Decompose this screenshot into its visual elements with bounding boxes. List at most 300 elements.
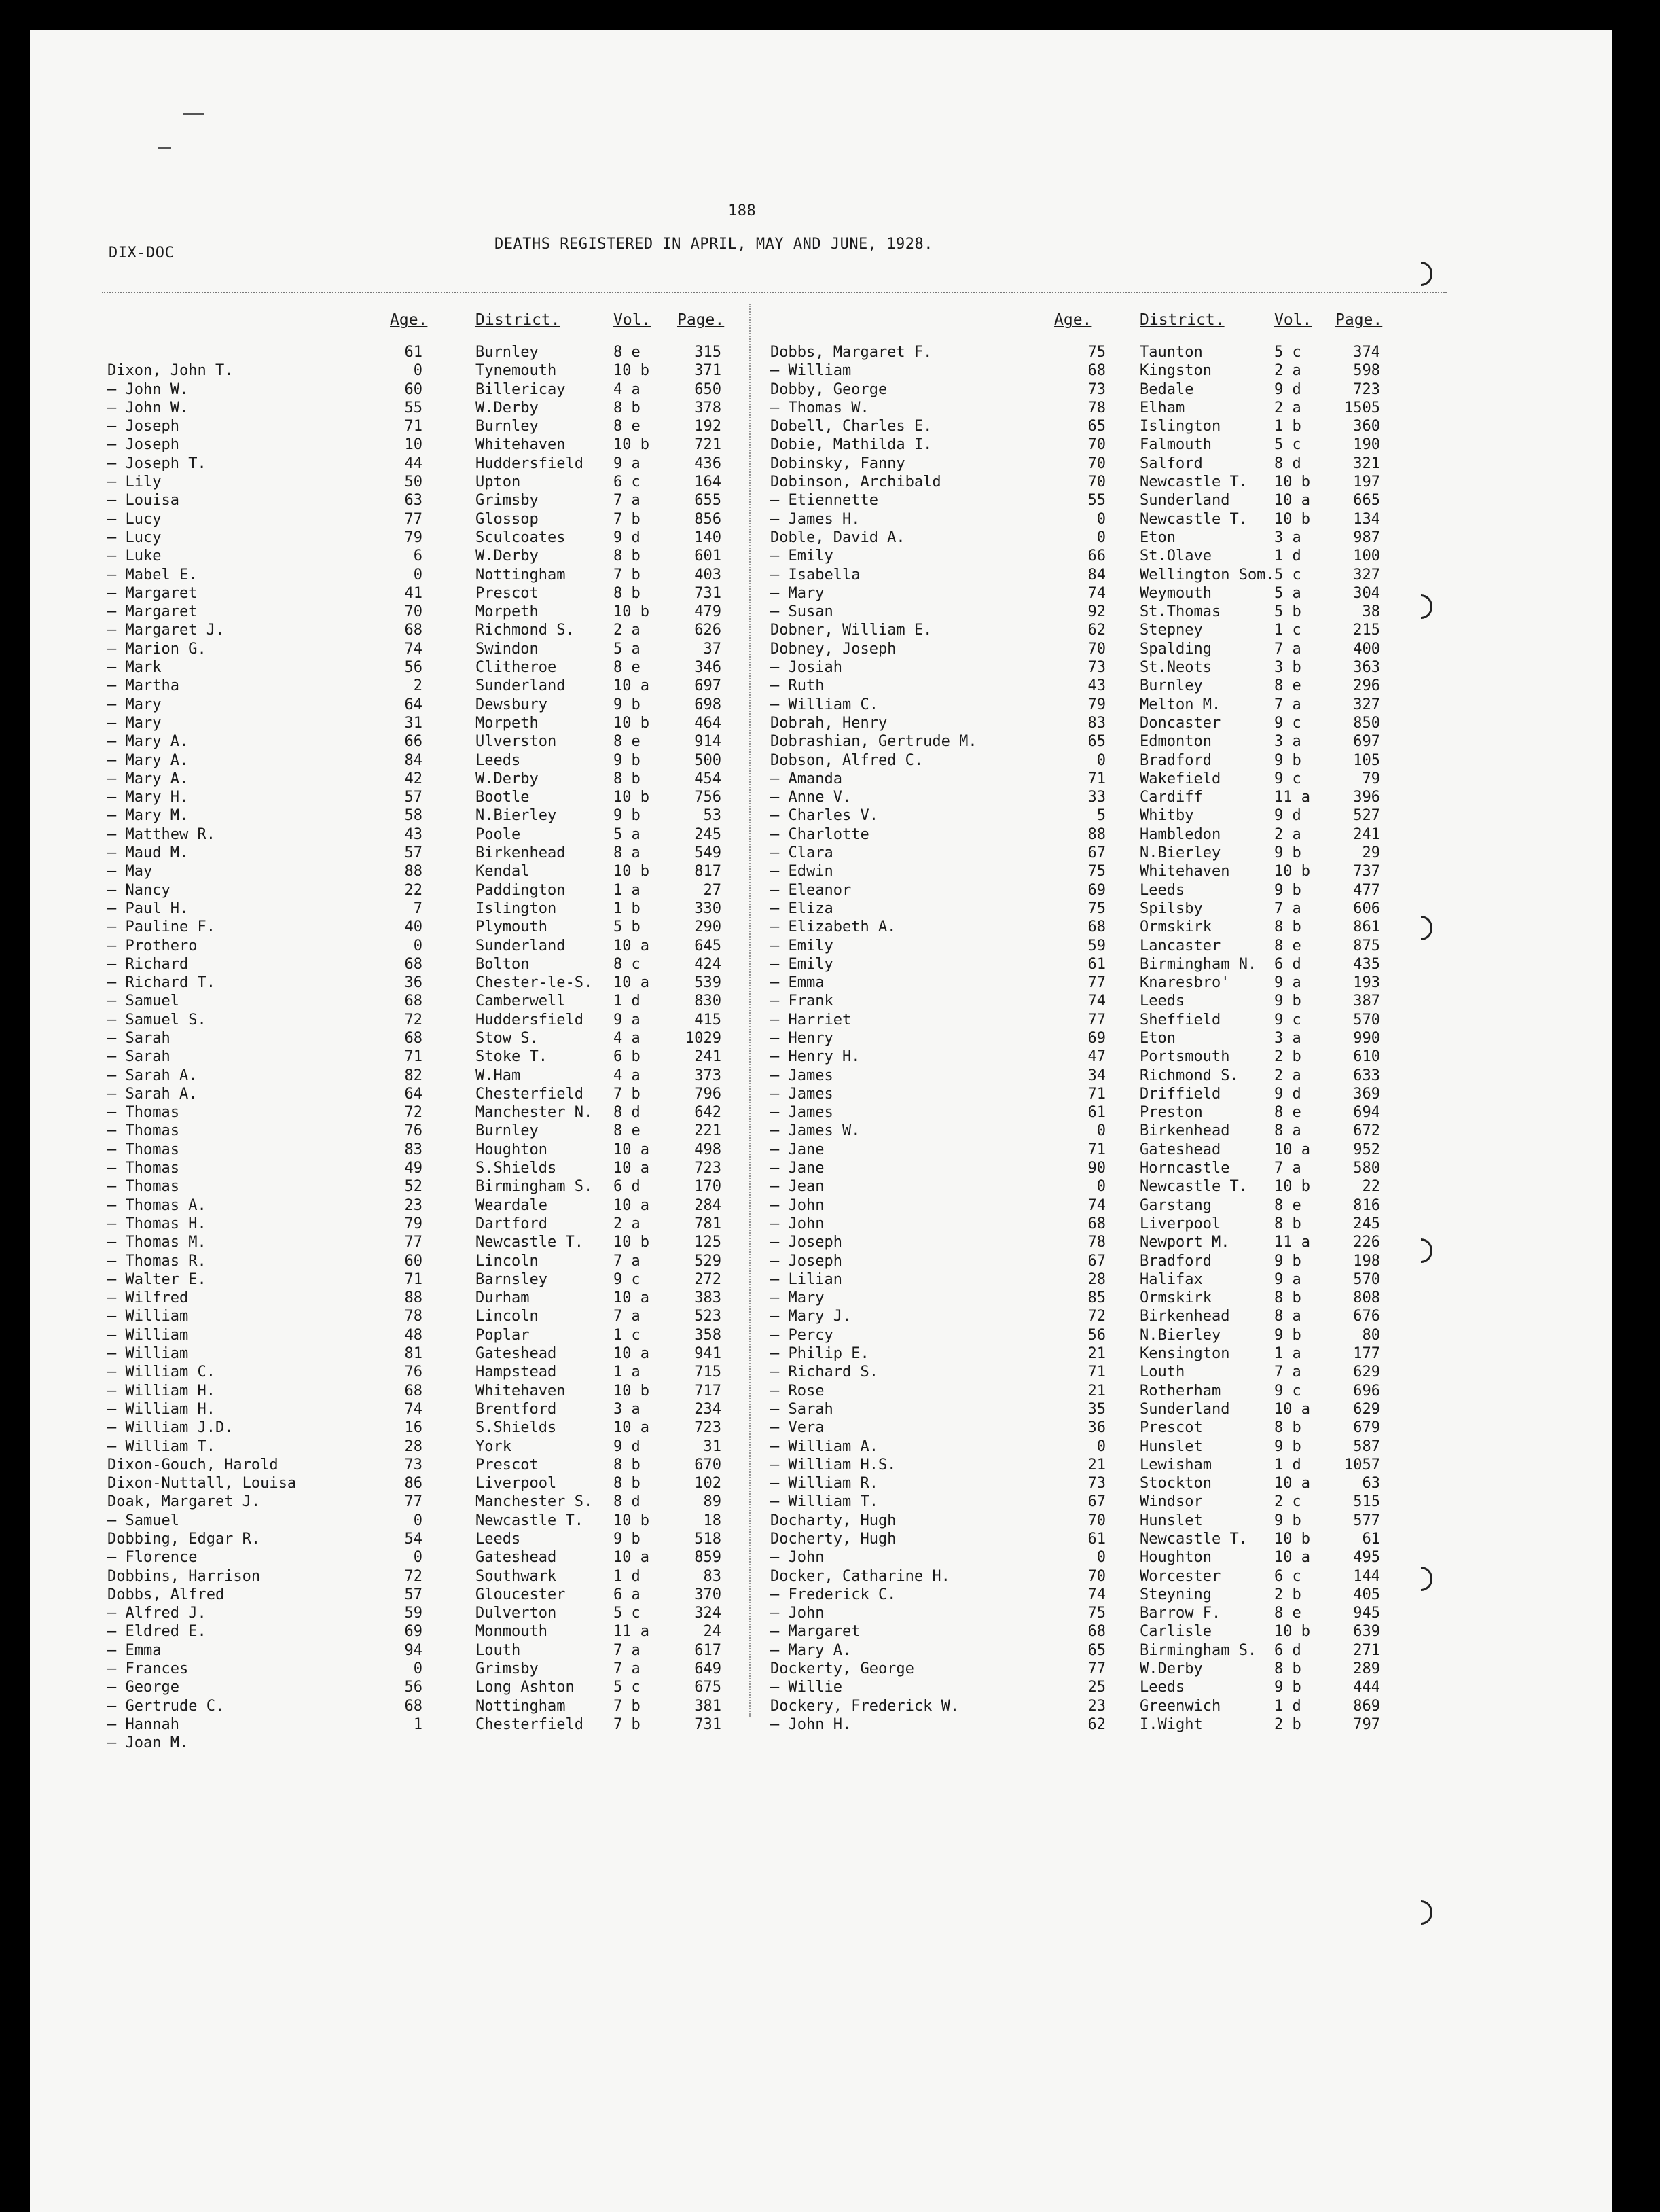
entry-name: — Richard bbox=[107, 955, 189, 973]
entry-district: Dulverton bbox=[475, 1605, 557, 1622]
entry-name: — Henry bbox=[770, 1029, 833, 1047]
entry-age: 68 bbox=[1087, 1623, 1106, 1641]
entry-age: 72 bbox=[404, 1567, 422, 1585]
entry-district: Sculcoates bbox=[475, 529, 566, 546]
entry-name: — Louisa bbox=[107, 492, 179, 510]
entry-age: 69 bbox=[1087, 1029, 1106, 1047]
entry-vol: 10 b bbox=[1274, 474, 1310, 491]
entry-name: — Mary A. bbox=[107, 733, 189, 751]
entry-vol: 10 b bbox=[613, 1512, 649, 1529]
entry-district: Burnley bbox=[1140, 677, 1203, 695]
entry-age: 69 bbox=[404, 1623, 422, 1641]
entry-district: Ormskirk bbox=[1140, 918, 1212, 936]
entry-page: 369 bbox=[1353, 1085, 1380, 1103]
entry-page: 424 bbox=[694, 955, 721, 973]
entry-vol: 8 b bbox=[1274, 1215, 1301, 1232]
page-number: 188 bbox=[728, 202, 757, 219]
entry-vol: 1 c bbox=[1274, 622, 1301, 639]
entry-page: 190 bbox=[1353, 436, 1380, 454]
entry-district: Poplar bbox=[475, 1326, 530, 1344]
entry-page: 360 bbox=[1353, 418, 1380, 435]
entry-district: Dewsbury bbox=[475, 696, 547, 713]
entry-name: — Joseph bbox=[770, 1252, 842, 1270]
entry-name: — Joseph T. bbox=[107, 454, 206, 472]
entry-page: 1029 bbox=[685, 1029, 721, 1047]
entry-vol: 11 a bbox=[1274, 789, 1310, 806]
entry-age: 67 bbox=[1087, 1493, 1106, 1511]
entry-page: 477 bbox=[1353, 881, 1380, 899]
entry-age: 7 bbox=[413, 899, 422, 917]
entry-name: — Mary bbox=[107, 696, 162, 713]
entry-vol: 6 b bbox=[613, 1048, 640, 1066]
entry-page: 296 bbox=[1353, 677, 1380, 695]
entry-district: Birkenhead bbox=[475, 844, 566, 862]
entry-name: Dobbs, Margaret F. bbox=[770, 344, 933, 361]
entry-vol: 7 a bbox=[1274, 899, 1301, 917]
entry-vol: 9 b bbox=[613, 807, 640, 825]
entry-name: — Eliza bbox=[770, 899, 833, 917]
entry-vol: 7 b bbox=[613, 510, 640, 528]
entry-district: Newcastle T. bbox=[475, 1234, 583, 1251]
entry-district: Melton M. bbox=[1140, 696, 1221, 713]
entry-name: — Nancy bbox=[107, 881, 170, 899]
entry-page: 617 bbox=[694, 1641, 721, 1659]
entry-age: 0 bbox=[413, 1660, 422, 1678]
entry-district: Elham bbox=[1140, 399, 1185, 416]
entry-age: 31 bbox=[404, 714, 422, 732]
entry-age: 66 bbox=[404, 733, 422, 751]
entry-page: 698 bbox=[694, 696, 721, 713]
entry-age: 21 bbox=[1087, 1382, 1106, 1399]
entry-district: Salford bbox=[1140, 454, 1203, 472]
entry-age: 56 bbox=[404, 659, 422, 677]
entry-age: 58 bbox=[404, 807, 422, 825]
entry-name: — Lucy bbox=[107, 529, 162, 546]
entry-age: 61 bbox=[1087, 955, 1106, 973]
entry-district: Paddington bbox=[475, 881, 566, 899]
entry-page: 731 bbox=[694, 584, 721, 602]
right-district-header: District. bbox=[1140, 311, 1225, 329]
entry-page: 696 bbox=[1353, 1382, 1380, 1399]
entry-page: 241 bbox=[1353, 825, 1380, 843]
entry-page: 723 bbox=[694, 1419, 721, 1437]
entry-vol: 1 b bbox=[1274, 418, 1301, 435]
entry-vol: 4 a bbox=[613, 1029, 640, 1047]
entry-page: 737 bbox=[1353, 863, 1380, 880]
entry-page: 539 bbox=[694, 974, 721, 992]
entry-name: — Josiah bbox=[770, 659, 842, 677]
entry-district: Sheffield bbox=[1140, 1011, 1221, 1029]
entry-vol: 10 a bbox=[613, 1160, 649, 1177]
entry-page: 403 bbox=[694, 566, 721, 584]
entry-age: 65 bbox=[1087, 1641, 1106, 1659]
entry-vol: 5 c bbox=[613, 1605, 640, 1622]
entry-district: Kendal bbox=[475, 863, 530, 880]
entry-page: 952 bbox=[1353, 1141, 1380, 1158]
entry-vol: 1 b bbox=[613, 899, 640, 917]
entry-vol: 1 d bbox=[1274, 1456, 1301, 1474]
entry-age: 68 bbox=[1087, 362, 1106, 380]
entry-district: Kingston bbox=[1140, 362, 1212, 380]
entry-district: Ormskirk bbox=[1140, 1289, 1212, 1307]
entry-name: Dobbs, Alfred bbox=[107, 1586, 225, 1603]
entry-district: Dartford bbox=[475, 1215, 547, 1232]
entry-vol: 10 a bbox=[1274, 1400, 1310, 1418]
entry-vol: 10 a bbox=[613, 1549, 649, 1567]
entry-age: 70 bbox=[1087, 640, 1106, 658]
entry-age: 74 bbox=[1087, 584, 1106, 602]
entry-page: 378 bbox=[694, 399, 721, 416]
entry-page: 672 bbox=[1353, 1122, 1380, 1140]
entry-district: Lancaster bbox=[1140, 937, 1221, 955]
entry-page: 495 bbox=[1353, 1549, 1380, 1567]
entry-vol: 9 b bbox=[1274, 1512, 1301, 1529]
entry-vol: 7 a bbox=[613, 1308, 640, 1325]
entry-name: Dixon-Nuttall, Louisa bbox=[107, 1475, 297, 1493]
entry-name: — Thomas bbox=[107, 1160, 179, 1177]
entry-vol: 1 a bbox=[1274, 1345, 1301, 1363]
entry-name: — Willie bbox=[770, 1679, 842, 1696]
entry-name: Dixon-Gouch, Harold bbox=[107, 1456, 278, 1474]
entry-page: 80 bbox=[1362, 1326, 1380, 1344]
entry-age: 34 bbox=[1087, 1067, 1106, 1084]
entry-district: Nottingham bbox=[475, 1697, 566, 1715]
entry-page: 697 bbox=[694, 677, 721, 695]
entry-age: 74 bbox=[1087, 1586, 1106, 1603]
entry-district: Tynemouth bbox=[475, 362, 557, 380]
entry-age: 77 bbox=[1087, 974, 1106, 992]
entry-page: 679 bbox=[1353, 1419, 1380, 1437]
entry-vol: 9 b bbox=[1274, 1326, 1301, 1344]
entry-age: 67 bbox=[1087, 844, 1106, 862]
entry-page: 241 bbox=[694, 1048, 721, 1066]
entry-age: 70 bbox=[1087, 1567, 1106, 1585]
entry-vol: 10 a bbox=[1274, 1475, 1310, 1493]
entry-vol: 8 a bbox=[1274, 1308, 1301, 1325]
entry-age: 61 bbox=[1087, 1104, 1106, 1122]
entry-district: Taunton bbox=[1140, 344, 1203, 361]
entry-name: — Lily bbox=[107, 474, 162, 491]
entry-vol: 7 a bbox=[1274, 640, 1301, 658]
entry-page: 914 bbox=[694, 733, 721, 751]
entry-vol: 6 d bbox=[1274, 955, 1301, 973]
entry-district: Chester-le-S. bbox=[475, 974, 593, 992]
entry-district: Knaresbro' bbox=[1140, 974, 1230, 992]
entry-vol: 10 a bbox=[613, 937, 649, 955]
entry-name: — Thomas bbox=[107, 1178, 179, 1196]
entry-name: Dobney, Joseph bbox=[770, 640, 897, 658]
entry-age: 36 bbox=[1087, 1419, 1106, 1437]
entry-page: 642 bbox=[694, 1104, 721, 1122]
entry-age: 5 bbox=[1096, 807, 1106, 825]
entry-vol: 2 b bbox=[1274, 1048, 1301, 1066]
entry-page: 675 bbox=[694, 1679, 721, 1696]
entry-name: — Jane bbox=[770, 1160, 825, 1177]
entry-district: Barrow F. bbox=[1140, 1605, 1221, 1622]
entry-age: 22 bbox=[404, 881, 422, 899]
entry-vol: 8 b bbox=[1274, 918, 1301, 936]
entry-vol: 6 c bbox=[1274, 1567, 1301, 1585]
entry-vol: 8 a bbox=[1274, 1122, 1301, 1140]
entry-district: N.Bierley bbox=[475, 807, 557, 825]
entry-district: Houghton bbox=[1140, 1549, 1212, 1567]
entry-age: 28 bbox=[404, 1438, 422, 1455]
entry-vol: 10 b bbox=[613, 436, 649, 454]
entry-age: 74 bbox=[404, 640, 422, 658]
entry-vol: 9 b bbox=[613, 751, 640, 769]
entry-district: Prescot bbox=[1140, 1419, 1203, 1437]
entry-page: 498 bbox=[694, 1141, 721, 1158]
entry-age: 84 bbox=[1087, 566, 1106, 584]
entry-page: 38 bbox=[1362, 603, 1380, 621]
entry-age: 61 bbox=[1087, 1531, 1106, 1548]
entry-district: Leeds bbox=[1140, 1679, 1185, 1696]
entry-age: 70 bbox=[1087, 436, 1106, 454]
entry-page: 808 bbox=[1353, 1289, 1380, 1307]
entry-vol: 9 b bbox=[1274, 1679, 1301, 1696]
entry-age: 56 bbox=[404, 1679, 422, 1696]
entry-page: 315 bbox=[694, 344, 721, 361]
entry-page: 523 bbox=[694, 1308, 721, 1325]
entry-name: — William H. bbox=[107, 1400, 215, 1418]
entry-name: — Samuel bbox=[107, 993, 179, 1010]
entry-page: 941 bbox=[694, 1345, 721, 1363]
entry-vol: 7 b bbox=[613, 566, 640, 584]
entry-vol: 2 b bbox=[1274, 1715, 1301, 1733]
entry-vol: 8 e bbox=[1274, 1104, 1301, 1122]
entry-age: 61 bbox=[404, 344, 422, 361]
entry-vol: 8 e bbox=[613, 1122, 640, 1140]
entry-district: N.Bierley bbox=[1140, 1326, 1221, 1344]
entry-name: — Alfred J. bbox=[107, 1605, 206, 1622]
entry-name: — Marion G. bbox=[107, 640, 206, 658]
entry-page: 245 bbox=[694, 825, 721, 843]
entry-vol: 9 d bbox=[1274, 807, 1301, 825]
entry-age: 75 bbox=[1087, 344, 1106, 361]
entry-name: — Thomas M. bbox=[107, 1234, 206, 1251]
entry-name: — Emily bbox=[770, 548, 833, 565]
entry-vol: 10 b bbox=[1274, 863, 1310, 880]
left-age-header: Age. bbox=[390, 311, 428, 329]
entry-district: Burnley bbox=[475, 418, 539, 435]
entry-page: 363 bbox=[1353, 659, 1380, 677]
entry-district: Southwark bbox=[475, 1567, 557, 1585]
entry-district: Preston bbox=[1140, 1104, 1203, 1122]
entry-vol: 6 d bbox=[1274, 1641, 1301, 1659]
entry-district: Islington bbox=[1140, 418, 1221, 435]
entry-page: 444 bbox=[1353, 1679, 1380, 1696]
entry-age: 36 bbox=[404, 974, 422, 992]
entry-page: 29 bbox=[1362, 844, 1380, 862]
entry-page: 723 bbox=[1353, 380, 1380, 398]
entry-age: 0 bbox=[413, 1512, 422, 1529]
entry-age: 48 bbox=[404, 1326, 422, 1344]
entry-district: Plymouth bbox=[475, 918, 547, 936]
entry-district: Glossop bbox=[475, 510, 539, 528]
entry-district: Halifax bbox=[1140, 1270, 1203, 1288]
entry-page: 105 bbox=[1353, 751, 1380, 769]
entry-page: 655 bbox=[694, 492, 721, 510]
entry-name: — Jane bbox=[770, 1141, 825, 1158]
entry-district: Upton bbox=[475, 474, 521, 491]
entry-name: — Gertrude C. bbox=[107, 1697, 225, 1715]
entry-name: — John bbox=[770, 1549, 825, 1567]
entry-vol: 9 b bbox=[1274, 844, 1301, 862]
entry-vol: 5 c bbox=[1274, 436, 1301, 454]
entry-page: 875 bbox=[1353, 937, 1380, 955]
entry-name: — Prothero bbox=[107, 937, 198, 955]
entry-page: 859 bbox=[694, 1549, 721, 1567]
entry-page: 436 bbox=[694, 454, 721, 472]
entry-age: 88 bbox=[404, 863, 422, 880]
entry-district: Portsmouth bbox=[1140, 1048, 1230, 1066]
entry-name: — Lilian bbox=[770, 1270, 842, 1288]
entry-age: 71 bbox=[404, 1048, 422, 1066]
entry-age: 28 bbox=[1087, 1270, 1106, 1288]
entry-page: 781 bbox=[694, 1215, 721, 1232]
entry-age: 76 bbox=[404, 1363, 422, 1381]
entry-district: Swindon bbox=[475, 640, 539, 658]
entry-district: Richmond S. bbox=[475, 622, 575, 639]
entry-vol: 10 b bbox=[613, 714, 649, 732]
entry-district: Whitehaven bbox=[475, 1382, 566, 1399]
entry-name: — Richard S. bbox=[770, 1363, 878, 1381]
entry-vol: 6 d bbox=[613, 1178, 640, 1196]
entry-age: 0 bbox=[413, 362, 422, 380]
entry-page: 346 bbox=[694, 659, 721, 677]
entry-district: Manchester S. bbox=[475, 1493, 593, 1511]
entry-name: — Joseph bbox=[770, 1234, 842, 1251]
entry-vol: 2 a bbox=[1274, 825, 1301, 843]
entry-age: 66 bbox=[1087, 548, 1106, 565]
entry-name: Dobinsky, Fanny bbox=[770, 454, 905, 472]
entry-name: — Mary A. bbox=[107, 770, 189, 787]
entry-district: Worcester bbox=[1140, 1567, 1221, 1585]
entry-age: 77 bbox=[404, 1493, 422, 1511]
entry-district: Bolton bbox=[475, 955, 530, 973]
entry-page: 817 bbox=[694, 863, 721, 880]
entry-district: Poole bbox=[475, 825, 521, 843]
entry-age: 43 bbox=[1087, 677, 1106, 695]
entry-vol: 5 b bbox=[1274, 603, 1301, 621]
entry-age: 0 bbox=[413, 566, 422, 584]
entry-age: 52 bbox=[404, 1178, 422, 1196]
entry-district: Edmonton bbox=[1140, 733, 1212, 751]
entry-name: Dobrashian, Gertrude M. bbox=[770, 733, 977, 751]
entry-age: 94 bbox=[404, 1641, 422, 1659]
entry-name: — Thomas A. bbox=[107, 1196, 206, 1214]
entry-vol: 10 a bbox=[613, 677, 649, 695]
entry-vol: 10 b bbox=[1274, 1531, 1310, 1548]
entry-district: Monmouth bbox=[475, 1623, 547, 1641]
entry-vol: 10 a bbox=[613, 1141, 649, 1158]
entry-district: Horncastle bbox=[1140, 1160, 1230, 1177]
entry-name: — John bbox=[770, 1196, 825, 1214]
entry-vol: 9 d bbox=[613, 529, 640, 546]
entry-page: 694 bbox=[1353, 1104, 1380, 1122]
entry-age: 82 bbox=[404, 1067, 422, 1084]
entry-name: — Pauline F. bbox=[107, 918, 215, 936]
entry-district: Kensington bbox=[1140, 1345, 1230, 1363]
entry-page: 221 bbox=[694, 1122, 721, 1140]
entry-name: Dixon, John T. bbox=[107, 362, 234, 380]
entry-name: — Edwin bbox=[770, 863, 833, 880]
entry-name: — Philip E. bbox=[770, 1345, 869, 1363]
entry-district: Bedale bbox=[1140, 380, 1194, 398]
entry-district: Morpeth bbox=[475, 603, 539, 621]
entry-vol: 8 b bbox=[613, 1456, 640, 1474]
entry-vol: 9 d bbox=[613, 1438, 640, 1455]
entry-name: — Etiennette bbox=[770, 492, 878, 510]
entry-district: Greenwich bbox=[1140, 1697, 1221, 1715]
entry-name: — William bbox=[770, 362, 852, 380]
entry-district: Birkenhead bbox=[1140, 1122, 1230, 1140]
entry-district: Spalding bbox=[1140, 640, 1212, 658]
entry-vol: 8 e bbox=[613, 659, 640, 677]
entry-name: Dockery, Frederick W. bbox=[770, 1697, 960, 1715]
entry-district: Louth bbox=[475, 1641, 521, 1659]
entry-page: 549 bbox=[694, 844, 721, 862]
entry-page: 587 bbox=[1353, 1438, 1380, 1455]
entry-age: 40 bbox=[404, 918, 422, 936]
entry-name: Dobbing, Edgar R. bbox=[107, 1531, 261, 1548]
entry-vol: 9 c bbox=[1274, 1011, 1301, 1029]
entry-page: 400 bbox=[1353, 640, 1380, 658]
entry-district: Lewisham bbox=[1140, 1456, 1212, 1474]
entry-age: 78 bbox=[1087, 399, 1106, 416]
entry-age: 90 bbox=[1087, 1160, 1106, 1177]
entry-vol: 3 a bbox=[1274, 733, 1301, 751]
entry-age: 68 bbox=[404, 955, 422, 973]
left-page-header: Page. bbox=[677, 311, 725, 329]
entry-age: 64 bbox=[404, 696, 422, 713]
entry-vol: 1 a bbox=[613, 881, 640, 899]
entry-name: — Ruth bbox=[770, 677, 825, 695]
entry-district: Sunderland bbox=[475, 937, 566, 955]
entry-vol: 8 e bbox=[1274, 677, 1301, 695]
entry-age: 68 bbox=[404, 622, 422, 639]
entry-district: Hunslet bbox=[1140, 1512, 1203, 1529]
entry-page: 197 bbox=[1353, 474, 1380, 491]
entry-page: 53 bbox=[703, 807, 721, 825]
entry-name: — William H. bbox=[107, 1382, 215, 1399]
entry-age: 75 bbox=[1087, 863, 1106, 880]
entry-name: — Thomas bbox=[107, 1104, 179, 1122]
entry-page: 797 bbox=[1353, 1715, 1380, 1733]
entry-name: — William C. bbox=[107, 1363, 215, 1381]
entry-district: Garstang bbox=[1140, 1196, 1212, 1214]
entry-district: St.Thomas bbox=[1140, 603, 1221, 621]
entry-page: 387 bbox=[1353, 993, 1380, 1010]
entry-district: Louth bbox=[1140, 1363, 1185, 1381]
entry-district: Newcastle T. bbox=[1140, 1531, 1248, 1548]
entry-vol: 8 b bbox=[613, 770, 640, 787]
entry-page: 479 bbox=[694, 603, 721, 621]
entry-page: 192 bbox=[694, 418, 721, 435]
entry-name: — Emma bbox=[107, 1641, 162, 1659]
entry-vol: 2 c bbox=[1274, 1493, 1301, 1511]
entry-name: — Richard T. bbox=[107, 974, 215, 992]
entry-district: St.Neots bbox=[1140, 659, 1212, 677]
entry-age: 10 bbox=[404, 436, 422, 454]
entry-page: 606 bbox=[1353, 899, 1380, 917]
entry-vol: 2 a bbox=[1274, 399, 1301, 416]
entry-vol: 9 b bbox=[613, 696, 640, 713]
entry-name: — Percy bbox=[770, 1326, 833, 1344]
entry-vol: 6 a bbox=[613, 1586, 640, 1603]
entry-district: York bbox=[475, 1438, 511, 1455]
entry-page: 527 bbox=[1353, 807, 1380, 825]
